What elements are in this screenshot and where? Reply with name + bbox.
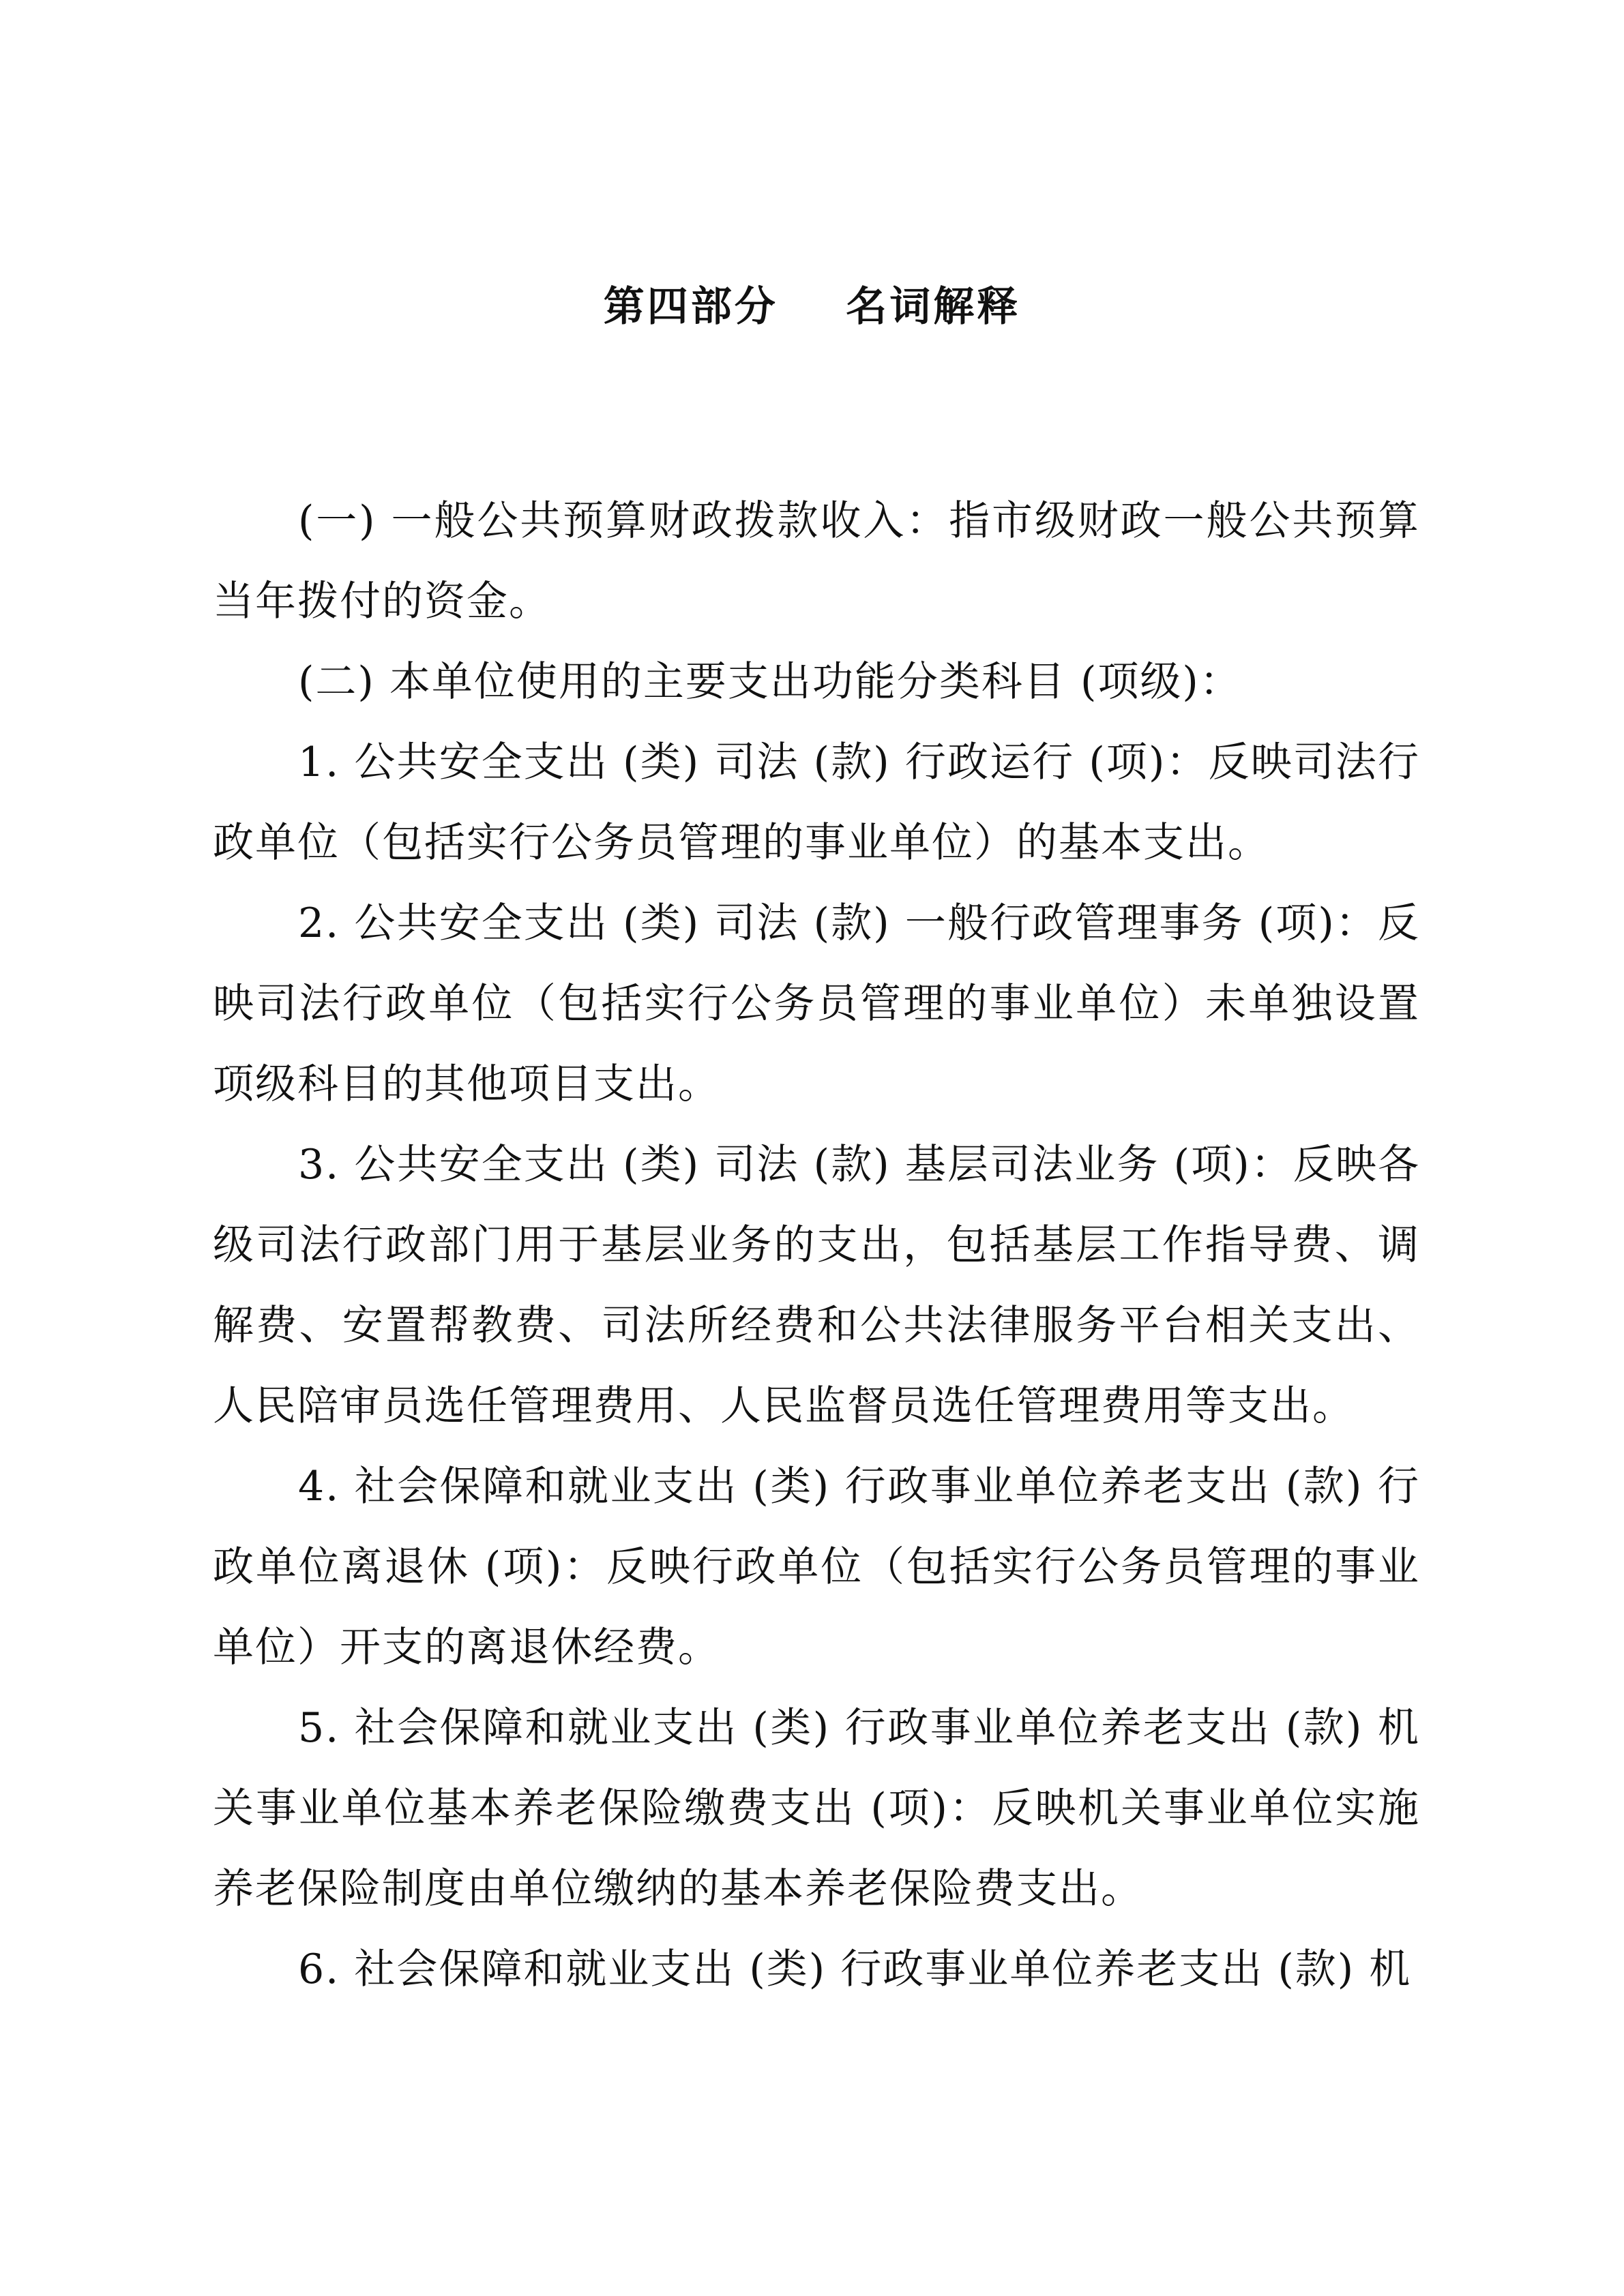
paragraph-function-classification: (二) 本单位使用的主要支出功能分类科目 (项级)： [298, 658, 1242, 706]
document-body [213, 481, 1420, 2010]
paragraph-item-3: 3. 公共安全支出 (类) 司法 (款) 基层司法业务 (项)：反映各级司法行政部门用于基层业务的支出，包括基层工作指导费、调解费、安置帮教费、司法所经费和公共法律服务平台相关支出、人民陪审员选任管理费用、人民监督员选任管理费用等支出。 [213, 1141, 1420, 1430]
paragraph-item-1: 1. 公共安全支出 (类) 司法 (款) 行政运行 (项)：反映司法行政单位（包括实行公务员管理的事业单位）的基本支出。 [213, 739, 1420, 867]
paragraph-item-2: 2. 公共安全支出 (类) 司法 (款) 一般行政管理事务 (项)：反映司法行政单位（包括实行公务员管理的事业单位）未单独设置项级科目的其他项目支出。 [213, 899, 1420, 1108]
paragraph-general-budget-income: (一) 一般公共预算财政拨款收入：指市级财政一般公共预算当年拨付的资金。 [213, 497, 1420, 625]
paragraph-item-6: 6. 社会保障和就业支出 (类) 行政事业单位养老支出 (款) 机 [298, 1945, 1412, 1993]
paragraph-item-4: 4. 社会保障和就业支出 (类) 行政事业单位养老支出 (款) 行政单位离退休 (项)：反映行政单位（包括实行公务员管理的事业单位）开支的离退休经费。 [213, 1463, 1420, 1671]
paragraph-item-5: 5. 社会保障和就业支出 (类) 行政事业单位养老支出 (款) 机关事业单位基本养老保险缴费支出 (项)：反映机关事业单位实施养老保险制度由单位缴纳的基本养老保险费支出。 [213, 1704, 1420, 1913]
page-title: 第四部分 名词解释 [603, 283, 1021, 331]
